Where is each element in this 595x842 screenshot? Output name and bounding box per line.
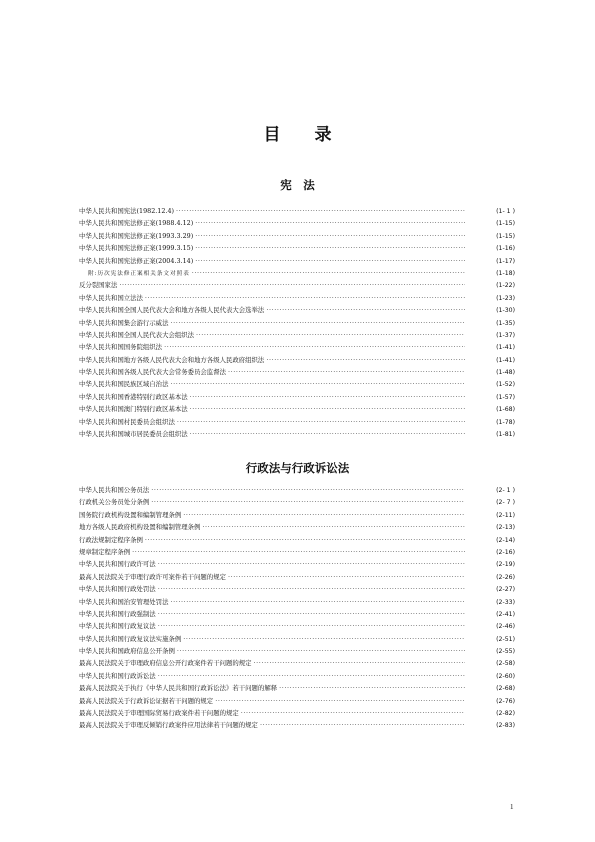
toc-entry xyxy=(79,354,515,366)
toc-entry-page: (1-37) xyxy=(496,331,515,339)
toc-entry xyxy=(79,633,515,645)
toc-entry-title: 最高人民法院关于执行《中华人民共和国行政诉讼法》若干问题的解释 xyxy=(79,684,278,693)
toc-entry-title: 中华人民共和国宪法修正案(2004.3.14) xyxy=(79,256,194,265)
toc-entry xyxy=(79,521,515,533)
toc-entry xyxy=(79,403,515,415)
toc-entry-title: 附:历次宪法修正案相关条文对照表 xyxy=(88,270,190,277)
dot-leader xyxy=(145,292,465,304)
toc-entry xyxy=(79,620,515,632)
toc-entry xyxy=(79,571,515,583)
toc-entry-page: (2-55) xyxy=(496,648,515,656)
toc-entry-page: (2-60) xyxy=(496,672,515,680)
section-title-constitution: 宪 法 xyxy=(280,178,315,192)
dot-leader xyxy=(170,317,465,329)
toc-entry-title: 中华人民共和国城市居民委员会组织法 xyxy=(79,430,188,439)
toc-entry-title: 反分裂国家法 xyxy=(79,281,118,290)
toc-entry-page: (1-48) xyxy=(496,369,515,377)
toc-entry-title: 中华人民共和国各级人民代表大会常务委员会监督法 xyxy=(79,368,226,377)
toc-entry xyxy=(79,242,515,254)
dot-leader xyxy=(266,354,465,366)
dot-leader xyxy=(158,558,465,570)
dot-leader xyxy=(151,496,465,508)
toc-entry xyxy=(79,583,515,595)
toc-entry-page: (2-51) xyxy=(496,635,515,643)
dot-leader xyxy=(177,645,465,657)
toc-entry-title: 中华人民共和国全国人民代表大会组织法 xyxy=(79,330,195,339)
dot-leader xyxy=(266,304,465,316)
toc-entry-page: (1-23) xyxy=(496,294,515,302)
dot-leader xyxy=(158,583,465,595)
toc-entry-title: 国务院行政机构设置和编制管理条例 xyxy=(79,510,182,519)
toc-entry-title: 中华人民共和国国务院组织法 xyxy=(79,343,163,352)
toc-entry xyxy=(79,416,515,428)
toc-entry-page: (1-16) xyxy=(496,245,515,253)
toc-entry-page: (1- 1 ) xyxy=(496,208,515,215)
toc-entry xyxy=(79,317,515,329)
dot-leader xyxy=(158,670,465,682)
toc-list-constitution xyxy=(79,205,515,440)
toc-entry-page: (1-41) xyxy=(496,344,515,352)
toc-entry-title: 中华人民共和国行政复议法实施条例 xyxy=(79,634,182,643)
toc-entry-title: 地方各级人民政府机构设置和编制管理条例 xyxy=(79,523,201,532)
toc-entry-title: 中华人民共和国全国人民代表大会和地方各级人民代表大会选举法 xyxy=(79,306,265,315)
toc-entry xyxy=(79,230,515,242)
toc-entry xyxy=(79,255,515,267)
toc-entry-title: 最高人民法院关于审理行政许可案件若干问题的规定 xyxy=(79,572,226,581)
toc-entry-title: 最高人民法院关于行政诉讼证据若干问题的规定 xyxy=(79,696,214,705)
toc-entry xyxy=(79,391,515,403)
toc-entry-title: 中华人民共和国澳门特别行政区基本法 xyxy=(79,405,188,414)
dot-leader xyxy=(164,341,465,353)
toc-entry-page: (1-15) xyxy=(496,220,515,228)
toc-entry-title: 最高人民法院关于审理政府信息公开行政案件若干问题的规定 xyxy=(79,659,252,668)
toc-entry-title: 中华人民共和国宪法修正案(1988.4.12) xyxy=(79,219,194,228)
toc-entry xyxy=(79,534,515,546)
toc-entry-title: 中华人民共和国集会游行示威法 xyxy=(79,318,169,327)
toc-entry-page: (2-14) xyxy=(496,536,515,544)
toc-entry xyxy=(79,378,515,390)
toc-entry xyxy=(79,596,515,608)
toc-entry-page: (2-76) xyxy=(496,697,515,705)
dot-leader xyxy=(119,279,465,291)
toc-entry-title: 中华人民共和国香港特别行政区基本法 xyxy=(79,392,188,401)
toc-entry-title: 规章制定程序条例 xyxy=(79,547,131,556)
dot-leader xyxy=(195,217,465,229)
toc-entry-page: (1-15) xyxy=(496,232,515,240)
toc-entry xyxy=(79,217,515,229)
toc-entry-title: 中华人民共和国地方各级人民代表大会和地方各级人民政府组织法 xyxy=(79,355,265,364)
toc-entry-page: (1-81) xyxy=(496,431,515,439)
dot-leader xyxy=(241,707,465,719)
toc-entry xyxy=(79,695,515,707)
dot-leader xyxy=(176,205,465,217)
dot-leader xyxy=(170,596,465,608)
toc-entry-page: (2-68) xyxy=(496,685,515,693)
dot-leader xyxy=(170,378,465,390)
dot-leader xyxy=(190,391,465,403)
toc-entry-title: 中华人民共和国宪法修正案(1999.3.15) xyxy=(79,244,194,253)
toc-entry-title: 中华人民共和国立法法 xyxy=(79,293,143,302)
toc-entry xyxy=(79,292,515,304)
toc-entry xyxy=(79,509,515,521)
toc-entry xyxy=(79,205,515,217)
toc-entry xyxy=(79,719,515,731)
toc-entry-page: (1-17) xyxy=(496,257,515,265)
toc-entry xyxy=(79,546,515,558)
dot-leader xyxy=(228,571,465,583)
toc-entry-title: 中华人民共和国政府信息公开条例 xyxy=(79,647,175,656)
toc-entry xyxy=(79,329,515,341)
toc-entry-page: (1-30) xyxy=(496,307,515,315)
dot-leader xyxy=(132,546,465,558)
toc-entry-title: 中华人民共和国行政许可法 xyxy=(79,560,156,569)
toc-entry-title: 中华人民共和国宪法修正案(1993.3.29) xyxy=(79,231,194,240)
toc-entry-page: (2-83) xyxy=(496,722,515,730)
toc-entry xyxy=(79,657,515,669)
dot-leader xyxy=(195,230,465,242)
dot-leader xyxy=(279,682,465,694)
dot-leader xyxy=(254,657,465,669)
toc-entry-page: (1-57) xyxy=(496,393,515,401)
toc-entry-page: (2-27) xyxy=(496,586,515,594)
toc-entry-title: 中华人民共和国行政诉讼法 xyxy=(79,671,156,680)
dot-leader xyxy=(158,620,465,632)
toc-entry-title: 中华人民共和国宪法(1982.12.4) xyxy=(79,207,175,215)
toc-entry-page: (2-11) xyxy=(496,511,515,519)
toc-entry xyxy=(79,707,515,719)
toc-entry xyxy=(79,496,515,508)
toc-entry-page: (1-35) xyxy=(496,319,515,327)
dot-leader xyxy=(196,329,465,341)
toc-entry-title: 最高人民法院关于审理反倾销行政案件应用法律若干问题的规定 xyxy=(79,721,258,730)
dot-leader xyxy=(195,255,465,267)
toc-entry xyxy=(79,267,515,279)
toc-entry-title: 中华人民共和国民族区域自治法 xyxy=(79,380,169,389)
toc-entry xyxy=(79,645,515,657)
dot-leader xyxy=(183,509,465,521)
toc-list-administrative-law xyxy=(79,484,515,732)
toc-entry xyxy=(79,608,515,620)
dot-leader xyxy=(183,633,465,645)
toc-entry-page: (1-22) xyxy=(496,282,515,290)
toc-entry-page: (2-41) xyxy=(496,610,515,618)
toc-entry-title: 中华人民共和国治安管理处罚法 xyxy=(79,597,169,606)
toc-entry-page: (2- 7 ) xyxy=(496,499,515,507)
toc-entry xyxy=(79,558,515,570)
dot-leader xyxy=(228,366,465,378)
toc-entry xyxy=(79,341,515,353)
toc-entry xyxy=(79,428,515,440)
toc-entry-title: 中华人民共和国行政强制法 xyxy=(79,609,156,618)
toc-entry-page: (1-18) xyxy=(496,269,515,277)
page-title-part-1: 目 xyxy=(263,125,281,145)
toc-entry xyxy=(79,670,515,682)
toc-entry xyxy=(79,484,515,496)
toc-entry xyxy=(79,279,515,291)
toc-entry-page: (1-52) xyxy=(496,381,515,389)
dot-leader xyxy=(215,695,465,707)
toc-entry-page: (2-13) xyxy=(496,524,515,532)
dot-leader xyxy=(151,484,465,496)
toc-entry-page: (2-46) xyxy=(496,623,515,631)
toc-entry-title: 行政法规制定程序条例 xyxy=(79,535,143,544)
toc-entry xyxy=(79,304,515,316)
dot-leader xyxy=(202,521,465,533)
toc-entry-page: (2-19) xyxy=(496,561,515,569)
toc-entry xyxy=(79,682,515,694)
dot-leader xyxy=(145,534,465,546)
toc-entry-page: (2-26) xyxy=(496,573,515,581)
dot-leader xyxy=(192,267,465,279)
dot-leader xyxy=(158,608,465,620)
toc-entry-page: (1-78) xyxy=(496,418,515,426)
dot-leader xyxy=(195,242,465,254)
dot-leader xyxy=(190,403,465,415)
toc-entry xyxy=(79,366,515,378)
toc-entry-page: (2-16) xyxy=(496,548,515,556)
toc-entry-title: 中华人民共和国行政复议法 xyxy=(79,622,156,631)
toc-entry-title: 中华人民共和国行政处罚法 xyxy=(79,585,156,594)
dot-leader xyxy=(190,428,465,440)
toc-entry-title: 最高人民法院关于审理国际贸易行政案件若干问题的规定 xyxy=(79,709,239,718)
page-number: 1 xyxy=(510,803,514,811)
toc-entry-page: (1-68) xyxy=(496,406,515,414)
page-title-part-2: 录 xyxy=(314,125,332,145)
toc-entry-title: 中华人民共和国公务员法 xyxy=(79,486,150,494)
toc-entry-page: (1-41) xyxy=(496,356,515,364)
page-title xyxy=(0,120,595,145)
toc-entry-page: (2-33) xyxy=(496,598,515,606)
toc-entry-page: (2-58) xyxy=(496,660,515,668)
toc-entry-title: 中华人民共和国村民委员会组织法 xyxy=(79,417,175,426)
toc-entry-page: (2- 1 ) xyxy=(496,487,515,494)
toc-entry-page: (2-82) xyxy=(496,710,515,718)
dot-leader xyxy=(260,719,465,731)
dot-leader xyxy=(177,416,465,428)
section-title-administrative-law: 行政法与行政诉讼法 xyxy=(245,461,350,475)
toc-entry-title: 行政机关公务员处分条例 xyxy=(79,498,150,507)
